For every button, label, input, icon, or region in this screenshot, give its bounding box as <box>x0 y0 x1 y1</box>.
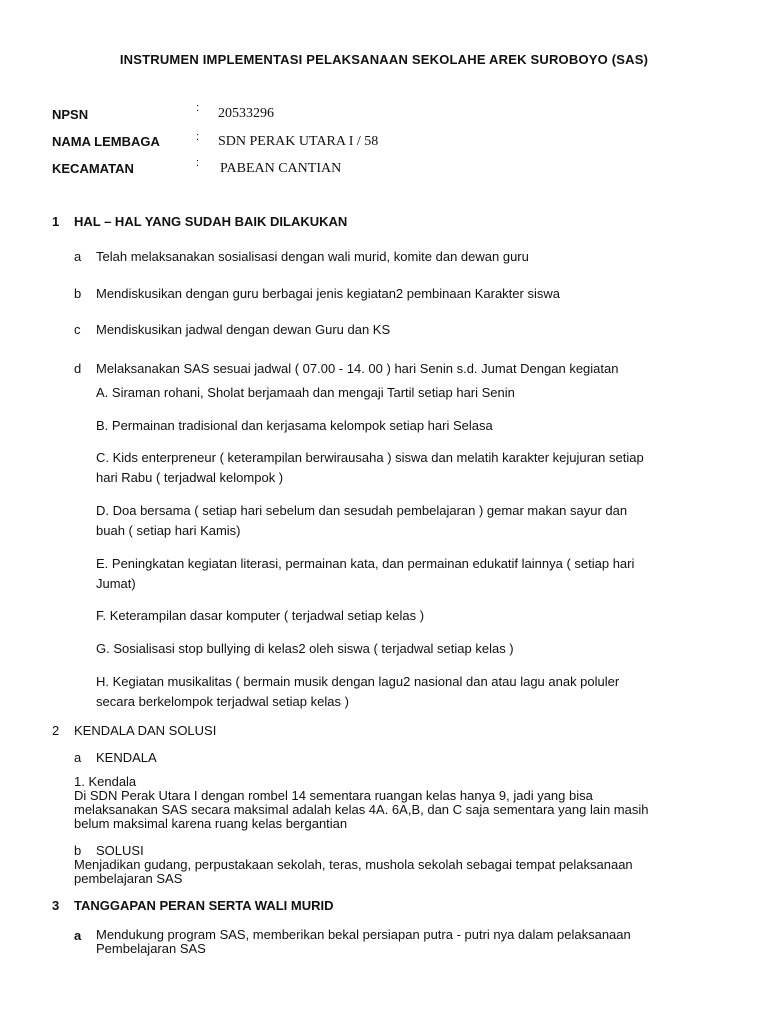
kendala-line-2: Di SDN Perak Utara I dengan rombel 14 sementara ruangan kelas hanya 9, jadi yang bisa <box>74 788 593 803</box>
nama-lembaga-label: NAMA LEMBAGA <box>52 134 160 149</box>
item-d-letter: d <box>74 361 82 376</box>
kecamatan-label: KECAMATAN <box>52 161 134 176</box>
item-a-letter: a <box>74 249 82 264</box>
section-3-a-letter: a <box>74 928 82 943</box>
kendala-label: KENDALA <box>96 750 157 765</box>
activity-e-line-1: E. Peningkatan kegiatan literasi, permainan kata, dan permainan edukatif lainnya ( setiap hari <box>96 556 635 571</box>
item-d-text: Melaksanakan SAS sesuai jadwal ( 07.00 - 14. 00 ) hari Senin s.d. Jumat Dengan kegiatan <box>96 361 619 376</box>
activity-a: A. Siraman rohani, Sholat berjamaah dan mengaji Tartil setiap hari Senin <box>96 385 515 400</box>
activity-b: B. Permainan tradisional dan kerjasama kelompok setiap hari Selasa <box>96 418 493 433</box>
solusi-line-2: pembelajaran SAS <box>74 871 183 886</box>
kendala-line-4: belum maksimal karena ruang kelas bergantian <box>74 816 348 831</box>
section-2-b-letter: b <box>74 843 82 858</box>
item-c-letter: c <box>74 322 81 337</box>
section-2-heading: KENDALA DAN SOLUSI <box>74 723 217 738</box>
kecamatan-value: PABEAN CANTIAN <box>220 161 342 176</box>
section-2-number: 2 <box>52 723 60 738</box>
npsn-value: 20533296 <box>218 106 274 121</box>
activity-h-line-1: H. Kegiatan musikalitas ( bermain musik dengan lagu2 nasional dan atau lagu anak poluler <box>96 674 620 689</box>
activity-d-line-1: D. Doa bersama ( setiap hari sebelum dan sesudah pembelajaran ) gemar makan sayur dan <box>96 503 628 518</box>
section-3-a-line-2: Pembelajaran SAS <box>96 941 206 956</box>
npsn-colon: : <box>196 102 200 114</box>
solusi-label: SOLUSI <box>96 843 144 858</box>
section-1-number: 1 <box>52 214 60 229</box>
document-title: INSTRUMEN IMPLEMENTASI PELAKSANAAN SEKOLAHE AREK SUROBOYO (SAS) <box>119 52 649 67</box>
item-a-text: Telah melaksanakan sosialisasi dengan wali murid, komite dan dewan guru <box>96 249 529 264</box>
activity-h-line-2: secara berkelompok terjadwal setiap kelas ) <box>96 694 349 709</box>
item-b-text: Mendiskusikan dengan guru berbagai jenis kegiatan2 pembinaan Karakter siswa <box>96 286 560 301</box>
section-3-heading: TANGGAPAN PERAN SERTA WALI MURID <box>74 898 334 913</box>
npsn-label: NPSN <box>52 107 89 122</box>
section-3-number: 3 <box>52 898 60 913</box>
activity-c-line-2: hari Rabu ( terjadwal kelompok ) <box>96 470 284 485</box>
activity-e-line-2: Jumat) <box>96 576 136 591</box>
nama-lembaga-colon: : <box>196 131 200 143</box>
kendala-line-1: 1. Kendala <box>74 774 137 789</box>
activity-c-line-1: C. Kids enterpreneur ( keterampilan berwirausaha ) siswa dan melatih karakter kejujuran setiap <box>96 450 644 465</box>
activity-f: F. Keterampilan dasar komputer ( terjadwal setiap kelas ) <box>96 608 425 623</box>
solusi-line-1: Menjadikan gudang, perpustakaan sekolah, teras, mushola sekolah sebagai tempat pelaksanaan <box>74 857 633 872</box>
activity-d-line-2: buah ( setiap hari Kamis) <box>96 523 241 538</box>
item-c-text: Mendiskusikan jadwal dengan dewan Guru dan KS <box>96 322 391 337</box>
kecamatan-colon: : <box>196 157 200 169</box>
kendala-line-3: melaksanakan SAS secara maksimal adalah kelas 4A. 6A,B, dan C saja sementara yang lain masih <box>74 802 649 817</box>
section-1-heading: HAL – HAL YANG SUDAH BAIK DILAKUKAN <box>74 214 348 229</box>
section-3-a-line-1: Mendukung program SAS, memberikan bekal persiapan putra - putri nya dalam pelaksanaan <box>96 927 631 942</box>
item-b-letter: b <box>74 286 82 301</box>
nama-lembaga-value: SDN PERAK UTARA I / 58 <box>218 134 379 149</box>
activity-g: G. Sosialisasi stop bullying di kelas2 oleh siswa ( terjadwal setiap kelas ) <box>96 641 514 656</box>
section-2-a-letter: a <box>74 750 82 765</box>
